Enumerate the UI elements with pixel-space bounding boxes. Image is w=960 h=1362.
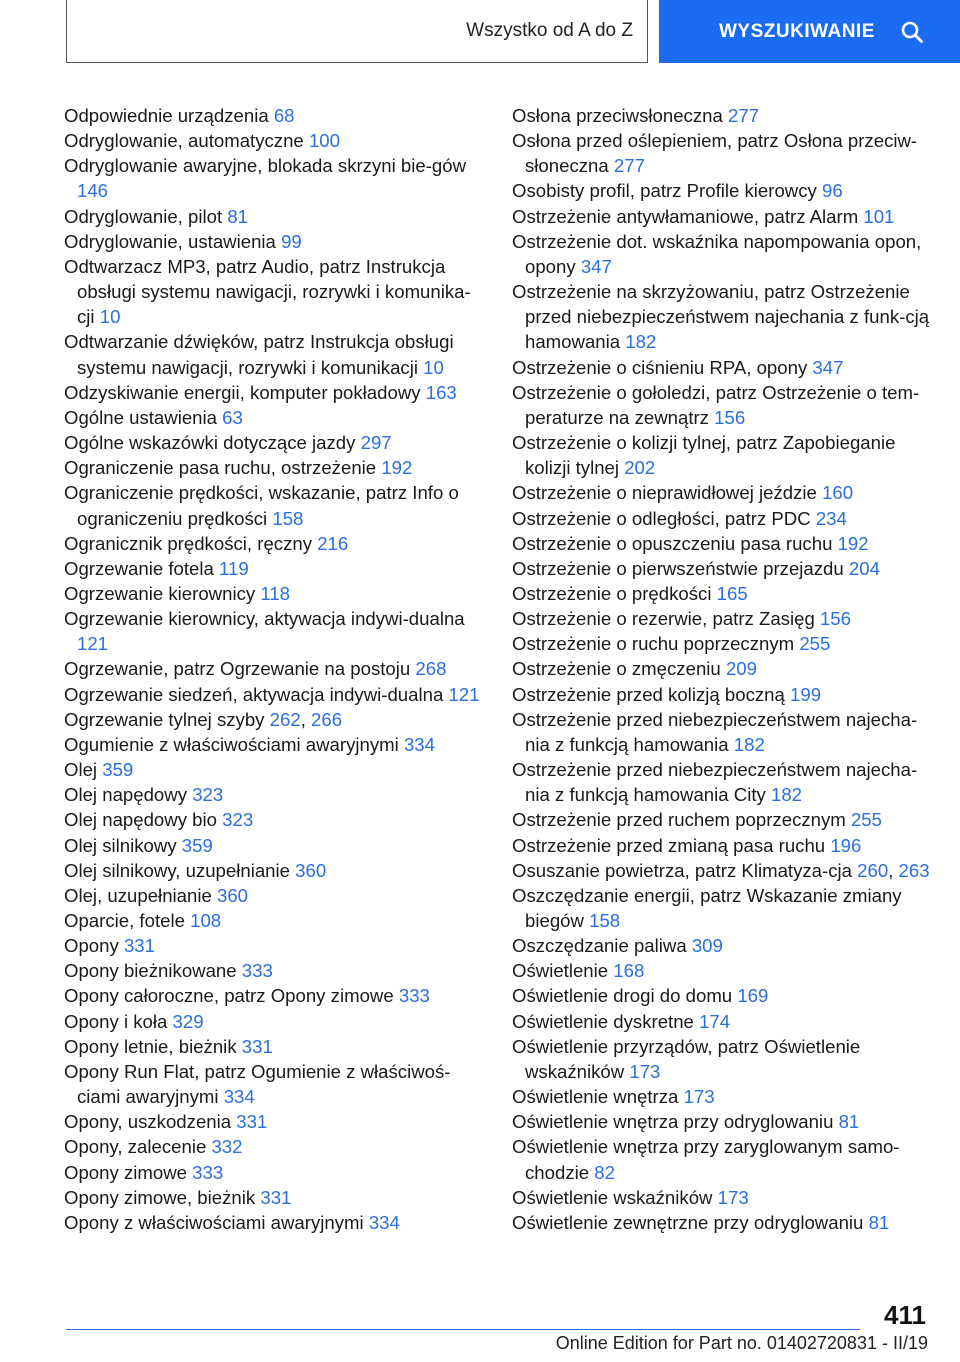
index-entry <box>64 581 484 606</box>
index-entry-text: Ostrzeżenie przed ruchem poprzecznym <box>512 809 846 831</box>
section-tab-label: Wszystko od A do Z <box>466 20 633 41</box>
index-entry <box>64 858 484 883</box>
index-entry-text: Opony <box>64 935 119 957</box>
index-entry-text: Ostrzeżenie przed zmianą pasa ruchu <box>512 834 826 856</box>
page-link[interactable]: 255 <box>799 633 831 655</box>
index-entry-text: Opony zimowe, bieżnik <box>64 1186 256 1208</box>
index-entry <box>512 430 932 480</box>
index-entry <box>64 254 484 329</box>
page-link[interactable]: 174 <box>699 1010 731 1032</box>
index-entry <box>64 1109 484 1134</box>
magnifier-icon <box>901 21 923 43</box>
page-link[interactable]: 160 <box>822 482 854 504</box>
page-link[interactable]: 10 <box>99 306 121 328</box>
index-entry <box>64 204 484 229</box>
index-entry-text: Ograniczenie prędkości, wskazanie, patrz Info o ograniczeniu prędkości <box>64 482 459 529</box>
index-entry <box>512 355 932 380</box>
index-entry-text: Odtwarzacz MP3, patrz Audio, patrz Instrukcja obsługi systemu nawigacji, rozrywki i komunika-cji <box>64 255 471 328</box>
index-entry <box>512 1185 932 1210</box>
index-entry-text: Ostrzeżenie o zmęczeniu <box>512 658 721 680</box>
page-link[interactable]: 331 <box>260 1186 292 1208</box>
page-link[interactable]: 81 <box>227 205 248 227</box>
page-link[interactable]: 182 <box>625 331 657 353</box>
page-link[interactable]: 63 <box>222 406 243 428</box>
page-link[interactable]: 323 <box>222 809 254 831</box>
section-tab-a-to-z[interactable] <box>66 0 648 63</box>
index-entry <box>64 1009 484 1034</box>
index-entry-text: Opony zimowe <box>64 1161 187 1183</box>
index-entry-text: Osłona przed oślepieniem, patrz Osłona przeciw-słoneczna <box>512 130 918 177</box>
page-link[interactable]: 216 <box>317 532 349 554</box>
page-link[interactable]: 329 <box>172 1010 204 1032</box>
page-number: 411 <box>884 1300 926 1330</box>
page-link[interactable]: 209 <box>725 658 757 680</box>
index-entry-text: Oświetlenie wnętrza <box>512 1086 679 1108</box>
page-link[interactable]: 121 <box>448 683 480 705</box>
index-entry-text: Olej silnikowy <box>64 834 177 856</box>
search-button[interactable] <box>659 0 960 63</box>
index-entry-text: Olej <box>64 759 98 781</box>
index-entry <box>512 204 932 229</box>
page-link[interactable]: 82 <box>594 1161 615 1183</box>
index-entry <box>64 480 484 530</box>
index-entry-text: Ostrzeżenie o gołoledzi, patrz Ostrzeżenie o tem-peraturze na zewnątrz <box>512 381 920 428</box>
index-entry-text: Odzyskiwanie energii, komputer pokładowy <box>64 381 421 403</box>
index-entry-text: Oparcie, fotele <box>64 910 185 931</box>
page-link[interactable]: 196 <box>830 834 862 856</box>
index-entry <box>64 883 484 908</box>
index-entry <box>64 455 484 480</box>
index-entry <box>64 933 484 958</box>
page-link[interactable]: 334 <box>403 733 435 755</box>
index-entry-text: Opony bieżnikowane <box>64 960 237 982</box>
index-entry <box>64 606 484 656</box>
index-entry-text: Opony Run Flat, patrz Ogumienie z właściwoś-ciami awaryjnymi <box>64 1060 451 1108</box>
index-entry <box>64 153 484 203</box>
search-button-label: WYSZUKIWANIE <box>719 20 875 42</box>
page-link[interactable]: 68 <box>273 105 295 126</box>
page-link[interactable]: 260 <box>857 859 889 881</box>
index-entry <box>64 1160 484 1185</box>
page-link[interactable]: 156 <box>819 608 851 630</box>
index-entry <box>512 656 932 681</box>
index-entry <box>512 531 932 556</box>
index-column-left <box>64 103 484 1235</box>
page-link[interactable]: 146 <box>77 180 109 202</box>
index-entry <box>512 103 932 128</box>
index-entry-text: Oświetlenie drogi do domu <box>512 985 733 1007</box>
index-entry-text: Osłona przeciwsłoneczna <box>512 105 723 126</box>
index-entry-text: Opony całoroczne, patrz Opony zimowe <box>64 985 394 1007</box>
page-link[interactable]: 360 <box>295 859 327 881</box>
index-entry-text: Opony, zalecenie <box>64 1136 207 1158</box>
index-entry <box>512 983 932 1008</box>
index-entry <box>512 631 932 656</box>
index-entry <box>512 380 932 430</box>
page-link[interactable]: 156 <box>714 406 746 428</box>
page-link[interactable]: 169 <box>737 985 769 1007</box>
page-link[interactable]: 158 <box>589 910 621 931</box>
index-entry-text: Ogrzewanie tylnej szyby <box>64 708 265 730</box>
index-entry <box>512 807 932 832</box>
index-entry <box>64 732 484 757</box>
index-entry <box>64 1210 484 1235</box>
index-entry <box>64 1034 484 1059</box>
page-link[interactable]: 182 <box>733 733 765 755</box>
index-entry-text: Ogrzewanie kierownicy, aktywacja indywi-dualna <box>64 608 465 630</box>
index-entry-text: Opony letnie, bieżnik <box>64 1035 237 1057</box>
index-entry-text: Ogrzewanie siedzeń, aktywacja indywi-dualna <box>64 683 444 705</box>
page-link[interactable]: 268 <box>415 658 447 680</box>
index-entry-text: Ostrzeżenie o nieprawidłowej jeździe <box>512 482 817 504</box>
index-entry: Osuszanie powietrza, patrz Klimatyza-cja 260, 263 <box>512 859 930 881</box>
index-entry-text: Odryglowanie awaryjne, blokada skrzyni bie-gów <box>64 155 467 177</box>
index-entry <box>64 329 484 379</box>
index-entry-text: Osobisty profil, patrz Profile kierowcy <box>512 180 817 202</box>
index-entry <box>64 103 484 128</box>
index-entry-text: Opony i koła <box>64 1010 168 1032</box>
index-entry <box>512 128 932 178</box>
page-link[interactable]: 266 <box>311 708 343 730</box>
index-entry-text: Ostrzeżenie dot. wskaźnika napompowania opon, opony <box>512 230 922 277</box>
index-entry <box>64 1059 484 1109</box>
index-entry <box>512 279 932 354</box>
index-entry-text: Olej, uzupełnianie <box>64 884 212 906</box>
index-entry <box>64 983 484 1008</box>
page-link[interactable]: 158 <box>272 507 304 529</box>
page-link[interactable]: 334 <box>223 1086 255 1108</box>
index-entry <box>64 1185 484 1210</box>
index-entry <box>64 229 484 254</box>
index-entry <box>512 506 932 531</box>
index-entry <box>64 380 484 405</box>
index-entry-text: Ostrzeżenie o ruchu poprzecznym <box>512 633 795 655</box>
index-entry <box>64 531 484 556</box>
page-link[interactable]: 359 <box>102 759 134 781</box>
index-entry <box>512 958 932 983</box>
index-entry <box>512 1034 932 1084</box>
index-entry-text: Oświetlenie <box>512 960 609 982</box>
index-entry-text: Odryglowanie, ustawienia <box>64 230 276 252</box>
page-link[interactable]: 118 <box>260 582 291 604</box>
index-entry-text: Olej napędowy bio <box>64 809 217 831</box>
index-entry-text: Odpowiednie urządzenia <box>64 105 269 126</box>
index-entry: Ogrzewanie tylnej szyby 262, 266 <box>64 708 343 730</box>
index-entry-text: Oświetlenie przyrządów, patrz Oświetlenie wskaźników <box>512 1035 861 1082</box>
index-entry <box>64 833 484 858</box>
index-entry <box>512 581 932 606</box>
page-link[interactable]: 277 <box>613 155 645 177</box>
index-entry <box>64 1134 484 1159</box>
index-entry <box>512 1084 932 1109</box>
page-link[interactable]: 309 <box>691 935 723 957</box>
page-link[interactable]: 100 <box>308 130 340 152</box>
page-link[interactable]: 347 <box>812 356 844 378</box>
index-entry-text: Ograniczenie pasa ruchu, ostrzeżenie <box>64 457 377 479</box>
index-entry <box>64 757 484 782</box>
page-link[interactable]: 297 <box>360 432 392 454</box>
index-entry <box>512 606 932 631</box>
index-entry-text: Odryglowanie, pilot <box>64 205 223 227</box>
index-entry-text: Oszczędzanie paliwa <box>512 935 687 957</box>
index-entry-text: Olej napędowy <box>64 784 188 806</box>
index-entry <box>512 229 932 279</box>
index-column-right <box>512 103 932 1235</box>
page-link[interactable]: 173 <box>717 1186 749 1208</box>
index-entry <box>64 405 484 430</box>
page-link[interactable]: 108 <box>190 910 222 931</box>
index-entry-text: Ostrzeżenie przed kolizją boczną <box>512 683 785 705</box>
page-link[interactable]: 99 <box>281 230 302 252</box>
page-link[interactable]: 255 <box>850 809 882 831</box>
index-entry <box>64 682 484 707</box>
index-entry <box>512 757 932 807</box>
index-entry <box>64 807 484 832</box>
page-link[interactable]: 263 <box>898 859 930 881</box>
page-link[interactable]: 101 <box>863 205 895 227</box>
index-entry <box>512 933 932 958</box>
index-entry <box>64 656 484 681</box>
index-entry-text: Ostrzeżenie o prędkości <box>512 582 712 604</box>
page-link[interactable]: 204 <box>848 557 880 579</box>
page-link[interactable]: 192 <box>837 532 869 554</box>
index-entry-text: Ogrzewanie kierownicy <box>64 582 256 604</box>
page-link[interactable]: 168 <box>613 960 645 982</box>
page-link[interactable]: 360 <box>217 884 249 906</box>
page-link[interactable]: 121 <box>77 633 109 655</box>
index-entry <box>512 707 932 757</box>
index-entry <box>64 430 484 455</box>
page-link[interactable]: 333 <box>192 1161 224 1183</box>
index-entry-text: Oszczędzanie energii, patrz Wskazanie zmiany biegów <box>512 884 902 931</box>
index-entry-text: Opony z właściwościami awaryjnymi <box>64 1211 364 1233</box>
page-link[interactable]: 173 <box>683 1086 715 1108</box>
page-link[interactable]: 331 <box>241 1035 273 1057</box>
page-link[interactable]: 332 <box>211 1136 243 1158</box>
page-link[interactable]: 333 <box>241 960 273 982</box>
index-entry <box>64 128 484 153</box>
index-entry-text: Ostrzeżenie o ciśnieniu RPA, opony <box>512 356 808 378</box>
page-link[interactable]: 173 <box>629 1060 661 1082</box>
index-entry-text: Ostrzeżenie o pierwszeństwie przejazdu <box>512 557 844 579</box>
page-link[interactable]: 334 <box>368 1211 400 1233</box>
index-entry <box>512 1009 932 1034</box>
index-entry-text: Odtwarzanie dźwięków, patrz Instrukcja obsługi systemu nawigacji, rozrywki i komunikacji <box>64 331 454 378</box>
index-entry <box>512 1109 932 1134</box>
index-entry-text: Osuszanie powietrza, patrz Klimatyza-cja <box>512 859 852 881</box>
page-link[interactable]: 163 <box>425 381 457 403</box>
page-link[interactable]: 277 <box>728 105 760 126</box>
page-link[interactable]: 182 <box>770 784 803 806</box>
index-entry-text: Ogrzewanie fotela <box>64 557 214 579</box>
index-entry-text: Ostrzeżenie antywłamaniowe, patrz Alarm <box>512 205 859 227</box>
edition-footer: Online Edition for Part no. 01402720831 - II/19 <box>555 1333 928 1353</box>
index-entry <box>512 883 932 933</box>
page-link[interactable]: 333 <box>398 985 430 1007</box>
index-entry-text: Ostrzeżenie o kolizji tylnej, patrz Zapobieganie kolizji tylnej <box>512 432 896 479</box>
page-link[interactable]: 81 <box>868 1211 890 1233</box>
index-entry-text: Oświetlenie dyskretne <box>512 1010 694 1032</box>
index-entry <box>512 480 932 505</box>
index-entry <box>64 958 484 983</box>
page-link[interactable]: 199 <box>790 683 822 705</box>
page-link[interactable]: 119 <box>219 557 249 579</box>
index-entry-text: Oświetlenie zewnętrzne przy odryglowaniu <box>512 1211 864 1233</box>
page-link[interactable]: 96 <box>822 180 843 202</box>
index-entry-text: Ogólne wskazówki dotyczące jazdy <box>64 432 356 454</box>
index-entry-text: Ostrzeżenie przed niebezpieczeństwem najecha-nia z funkcją hamowania City <box>512 759 918 806</box>
index-entry-text: Oświetlenie wskaźników <box>512 1186 713 1208</box>
page-link[interactable]: 81 <box>838 1111 860 1133</box>
page-link[interactable]: 165 <box>716 582 748 604</box>
index-entry-text: Ostrzeżenie o opuszczeniu pasa ruchu <box>512 532 833 554</box>
index-entry-text: Odryglowanie, automatyczne <box>64 130 304 152</box>
index-entry-text: Ogranicznik prędkości, ręczny <box>64 532 313 554</box>
index-entry <box>64 556 484 581</box>
page-link[interactable]: 192 <box>381 457 413 479</box>
page-link[interactable]: 331 <box>236 1111 268 1133</box>
page-link[interactable]: 262 <box>269 708 301 730</box>
index-entry-text: Ostrzeżenie o rezerwie, patrz Zasięg <box>512 608 815 630</box>
index-entry-text: Olej silnikowy, uzupełnianie <box>64 859 290 881</box>
index-entry <box>64 908 484 933</box>
page-link[interactable]: 323 <box>192 784 224 806</box>
page-link[interactable]: 347 <box>580 255 612 277</box>
index-entry-text: Opony, uszkodzenia <box>64 1111 232 1133</box>
index-entry <box>512 833 932 858</box>
index-entry-text: Ogólne ustawienia <box>64 406 217 428</box>
index-entry-text: Ostrzeżenie o odległości, patrz PDC <box>512 507 811 529</box>
index-entry-text: Oświetlenie wnętrza przy odryglowaniu <box>512 1111 834 1133</box>
index-entry-text: Ostrzeżenie przed niebezpieczeństwem najecha-nia z funkcją hamowania <box>512 708 918 755</box>
index-entry <box>512 178 932 203</box>
index-entry-text: Oświetlenie wnętrza przy zaryglowanym samo-chodzie <box>512 1136 900 1183</box>
index-entry-text: Ostrzeżenie na skrzyżowaniu, patrz Ostrzeżenie przed niebezpieczeństwem najechania z funk-cją hamowania <box>512 281 930 353</box>
index-entry <box>512 1210 932 1235</box>
index-entry <box>512 1134 932 1184</box>
index-entry-text: Ogrzewanie, patrz Ogrzewanie na postoju <box>64 658 411 680</box>
page-link[interactable]: 202 <box>624 457 656 479</box>
page-link[interactable]: 10 <box>423 356 444 378</box>
index-entry <box>512 556 932 581</box>
page-link[interactable]: 331 <box>123 935 155 957</box>
index-entry <box>64 782 484 807</box>
page-link[interactable]: 359 <box>181 834 213 856</box>
footer-divider <box>66 1329 860 1330</box>
index-entry <box>512 682 932 707</box>
page-link[interactable]: 234 <box>815 507 847 529</box>
index-entry-text: Ogumienie z właściwościami awaryjnymi <box>64 733 399 755</box>
